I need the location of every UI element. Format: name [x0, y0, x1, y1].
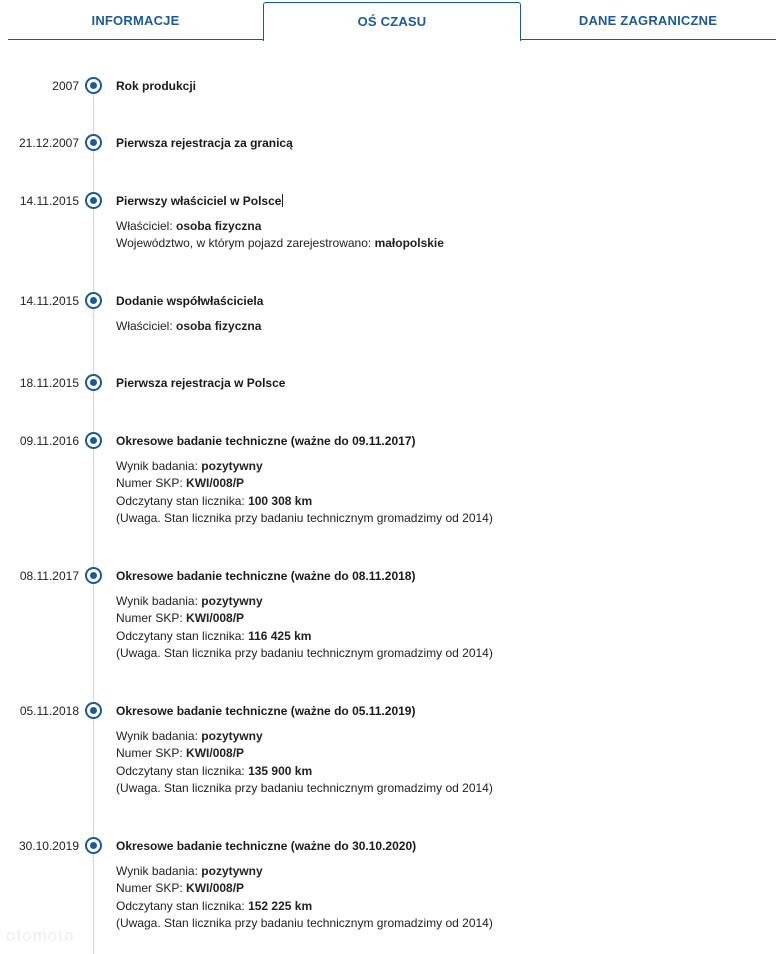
- detail-line: [116, 880, 493, 897]
- timeline-dot-icon: [85, 192, 102, 209]
- event-details: [116, 458, 493, 527]
- detail-label: Numer SKP:: [116, 611, 187, 626]
- detail-line: [116, 475, 493, 492]
- detail-label: Odczytany stan licznika:: [116, 898, 249, 913]
- detail-value: 135 900 km: [248, 763, 313, 778]
- detail-label: (Uwaga. Stan licznika przy badaniu technicznym gromadzimy od 2014): [116, 645, 493, 660]
- event-title: [116, 568, 415, 584]
- detail-label: Numer SKP:: [116, 881, 187, 896]
- detail-value: KWI/008/P: [186, 746, 245, 761]
- detail-label: Odczytany stan licznika:: [116, 763, 249, 778]
- detail-line: [116, 645, 493, 662]
- event-date: 05.11.2018: [19, 704, 79, 718]
- detail-label: Numer SKP:: [116, 746, 187, 761]
- timeline-dot-icon: [85, 134, 102, 151]
- detail-line: [116, 915, 493, 932]
- detail-label: (Uwaga. Stan licznika przy badaniu technicznym gromadzimy od 2014): [116, 915, 493, 930]
- detail-line: [116, 510, 493, 527]
- tab-informacje[interactable]: INFORMACJE: [91, 13, 180, 28]
- event-date: 14.11.2015: [19, 294, 79, 308]
- event-details: [116, 728, 493, 797]
- detail-line: [116, 218, 444, 235]
- detail-label: Wynik badania:: [116, 594, 202, 608]
- detail-value: 100 308 km: [248, 493, 313, 508]
- detail-value: pozytywny: [201, 459, 263, 473]
- text-cursor: [282, 194, 283, 207]
- detail-line: [116, 898, 493, 915]
- detail-value: 116 425 km: [248, 628, 312, 643]
- detail-value: pozytywny: [201, 594, 263, 608]
- event-title-text: Okresowe badanie techniczne (ważne do 09.11.2017): [116, 434, 416, 448]
- detail-line: [116, 593, 493, 610]
- detail-line: [116, 318, 261, 335]
- detail-value: KWI/008/P: [186, 881, 245, 896]
- event-date: 21.12.2007: [18, 136, 79, 150]
- detail-line: [116, 780, 493, 797]
- detail-value: osoba fizyczna: [176, 319, 262, 333]
- event-title-text: Pierwsza rejestracja w Polsce: [116, 376, 286, 390]
- detail-line: [116, 610, 493, 627]
- event-title-text: Dodanie współwłaściciela: [116, 294, 264, 308]
- event-details: [116, 318, 261, 335]
- detail-line: [116, 745, 493, 762]
- event-title: [116, 703, 415, 719]
- detail-line: [116, 235, 444, 252]
- event-title: [116, 293, 263, 309]
- timeline-dot-icon: [85, 292, 102, 309]
- event-date: 2007: [52, 79, 79, 93]
- event-date: 09.11.2016: [19, 434, 79, 448]
- detail-value: KWI/008/P: [186, 611, 245, 626]
- event-title-text: Okresowe badanie techniczne (ważne do 08.11.2018): [116, 569, 416, 583]
- event-title: [116, 838, 416, 854]
- event-title-text: Okresowe badanie techniczne (ważne do 05.11.2019): [116, 704, 416, 718]
- timeline-dot-icon: [85, 432, 102, 449]
- detail-value: 152 225 km: [248, 898, 313, 913]
- detail-line: [116, 863, 493, 880]
- detail-label: (Uwaga. Stan licznika przy badaniu technicznym gromadzimy od 2014): [116, 510, 493, 525]
- timeline-axis: [93, 84, 94, 954]
- detail-label: Odczytany stan licznika:: [116, 628, 249, 643]
- event-date: 14.11.2015: [19, 194, 79, 208]
- detail-line: [116, 628, 493, 645]
- tab-dane-zagraniczne[interactable]: DANE ZAGRANICZNE: [578, 13, 718, 28]
- event-title-text: Okresowe badanie techniczne (ważne do 30.10.2020): [116, 839, 417, 853]
- detail-label: Województwo, w którym pojazd zarejestrowano:: [116, 236, 375, 251]
- timeline-dot-icon: [85, 77, 102, 94]
- tab-os-czasu[interactable]: OŚ CZASU: [263, 2, 521, 41]
- detail-label: Wynik badania:: [116, 459, 202, 473]
- event-title: [116, 78, 196, 94]
- detail-value: KWI/008/P: [186, 476, 245, 491]
- detail-label: Wynik badania:: [116, 729, 202, 743]
- event-details: [116, 218, 444, 253]
- detail-label: Odczytany stan licznika:: [116, 493, 249, 508]
- event-title: [116, 135, 293, 151]
- event-title: [116, 375, 285, 391]
- detail-value: osoba fizyczna: [176, 219, 262, 233]
- timeline-dot-icon: [85, 567, 102, 584]
- detail-label: Właściciel:: [116, 219, 177, 233]
- tab-bar: [8, 0, 776, 40]
- timeline-dot-icon: [85, 837, 102, 854]
- detail-label: Numer SKP:: [116, 476, 187, 491]
- event-date: 30.10.2019: [18, 839, 79, 853]
- detail-line: [116, 493, 493, 510]
- watermark-logo: otomoto: [6, 926, 75, 945]
- detail-line: [116, 763, 493, 780]
- detail-value: pozytywny: [201, 729, 263, 743]
- detail-line: [116, 458, 493, 475]
- event-details: [116, 593, 493, 662]
- event-title-text: Pierwszy właściciel w Polsce: [116, 194, 282, 208]
- event-details: [116, 863, 493, 932]
- event-title: [116, 193, 283, 209]
- event-title: [116, 433, 415, 449]
- timeline-dot-icon: [85, 702, 102, 719]
- event-date: 08.11.2017: [19, 569, 79, 583]
- event-title-text: Rok produkcji: [116, 79, 197, 93]
- event-title-text: Pierwsza rejestracja za granicą: [116, 136, 293, 150]
- timeline-dot-icon: [85, 374, 102, 391]
- detail-label: Wynik badania:: [116, 864, 202, 878]
- detail-value: małopolskie: [374, 236, 444, 251]
- detail-label: (Uwaga. Stan licznika przy badaniu technicznym gromadzimy od 2014): [116, 780, 493, 795]
- detail-line: [116, 728, 493, 745]
- event-date: 18.11.2015: [19, 376, 79, 390]
- detail-value: pozytywny: [201, 864, 263, 878]
- detail-label: Właściciel:: [116, 319, 177, 333]
